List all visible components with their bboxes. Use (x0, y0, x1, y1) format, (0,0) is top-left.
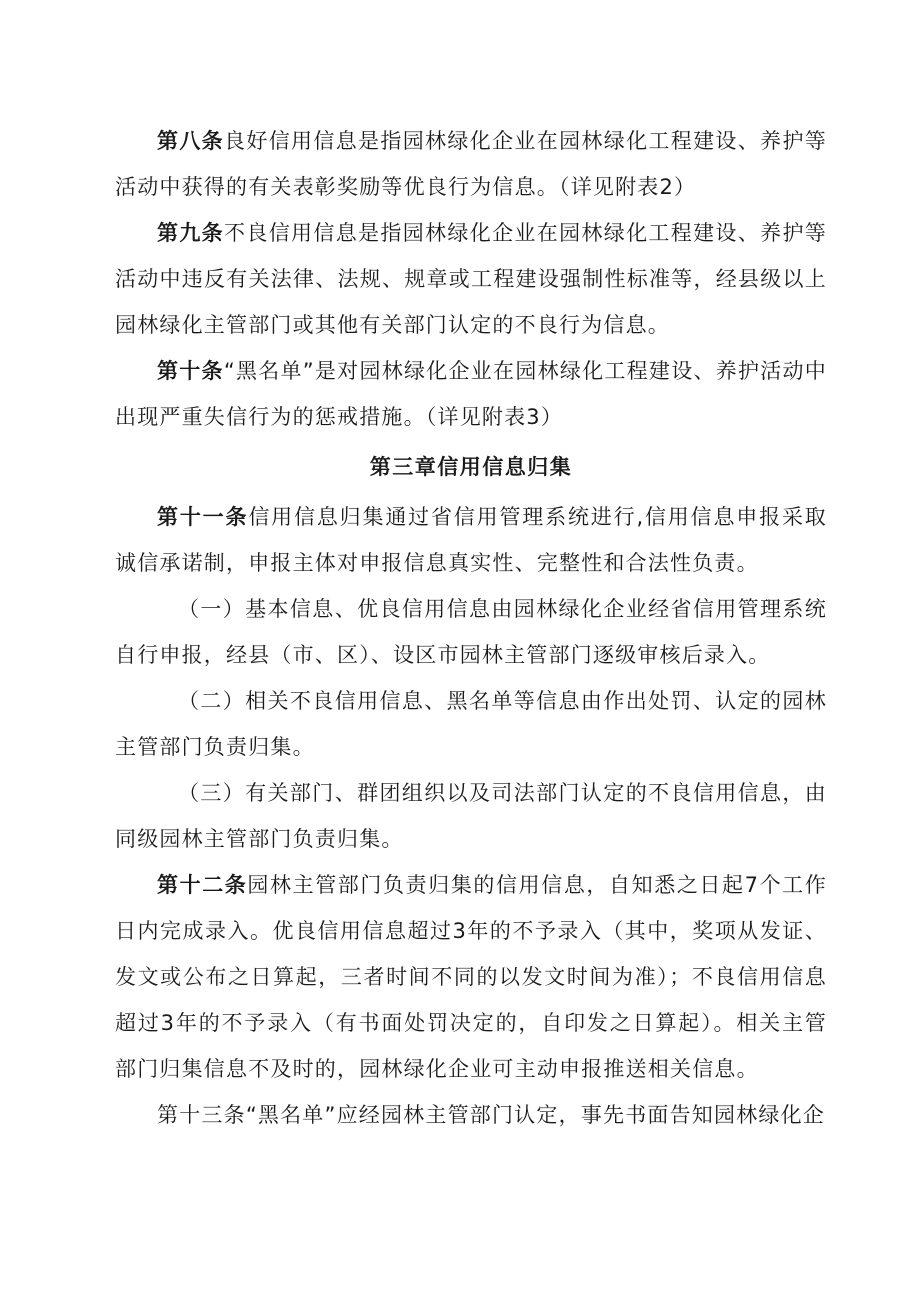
document-page (115, 118, 827, 1138)
article-10-text: “黑名单”是对园林绿化企业在园林绿化工程建设、养护活动中出现严重失信行为的惩戒措施。（详见附表3） (115, 359, 827, 429)
article-8-text: 良好信用信息是指园林绿化企业在园林绿化工程建设、养护等活动中获得的有关表彰奖励等优良行为信息。（详见附表2） (115, 129, 827, 199)
article-9-text: 不良信用信息是指园林绿化企业在园林绿化工程建设、养护等活动中违反有关法律、法规、规章或工程建设强制性标准等，经县级以上园林绿化主管部门或其他有关部门认定的不良行为信息。 (115, 221, 827, 337)
article-9 (115, 210, 827, 348)
article-9-number: 第九条 (157, 221, 225, 245)
article-11-item-3: （三）有关部门、群团组织以及司法部门认定的不良信用信息，由同级园林主管部门负责归集。 (115, 781, 827, 851)
article-13-number: 第十三条 (157, 1103, 246, 1127)
article-13 (115, 1092, 827, 1138)
article-12 (115, 862, 827, 1092)
article-11-item-2: （二）相关不良信用信息、黑名单等信息由作出处罚、认定的园林主管部门负责归集。 (115, 689, 827, 759)
article-12-text: 园林主管部门负责归集的信用信息，自知悉之日起7个工作日内完成录入。优良信用信息超过3年的不予录入（其中，奖项从发证、发文或公布之日算起，三者时间不同的以发文时间为准）；不良信用信息超过3年的不予录入（有书面处罚决定的，自印发之日算起）。相关主管部门归集信息不及时的，园林绿化企业可主动申报推送相关信息。 (115, 873, 827, 1081)
article-8 (115, 118, 827, 210)
article-10 (115, 348, 827, 440)
chapter-title: 第三章信用信息归集 (369, 455, 573, 479)
article-11-item-1: （一）基本信息、优良信用信息由园林绿化企业经省信用管理系统自行申报，经县（市、区）、设区市园林主管部门逐级审核后录入。 (115, 597, 827, 667)
article-10-number: 第十条 (157, 359, 224, 383)
article-11-number: 第十一条 (157, 505, 249, 529)
article-12-number: 第十二条 (157, 873, 248, 897)
article-11-text: 信用信息归集通过省信用管理系统进行,信用信息申报采取诚信承诺制，申报主体对申报信息真实性、完整性和合法性负责。 (115, 505, 827, 575)
article-11 (115, 494, 827, 586)
article-13-text: “黑名单”应经园林主管部门认定，事先书面告知园林绿化企 (245, 1103, 825, 1127)
article-8-number: 第八条 (157, 129, 225, 153)
